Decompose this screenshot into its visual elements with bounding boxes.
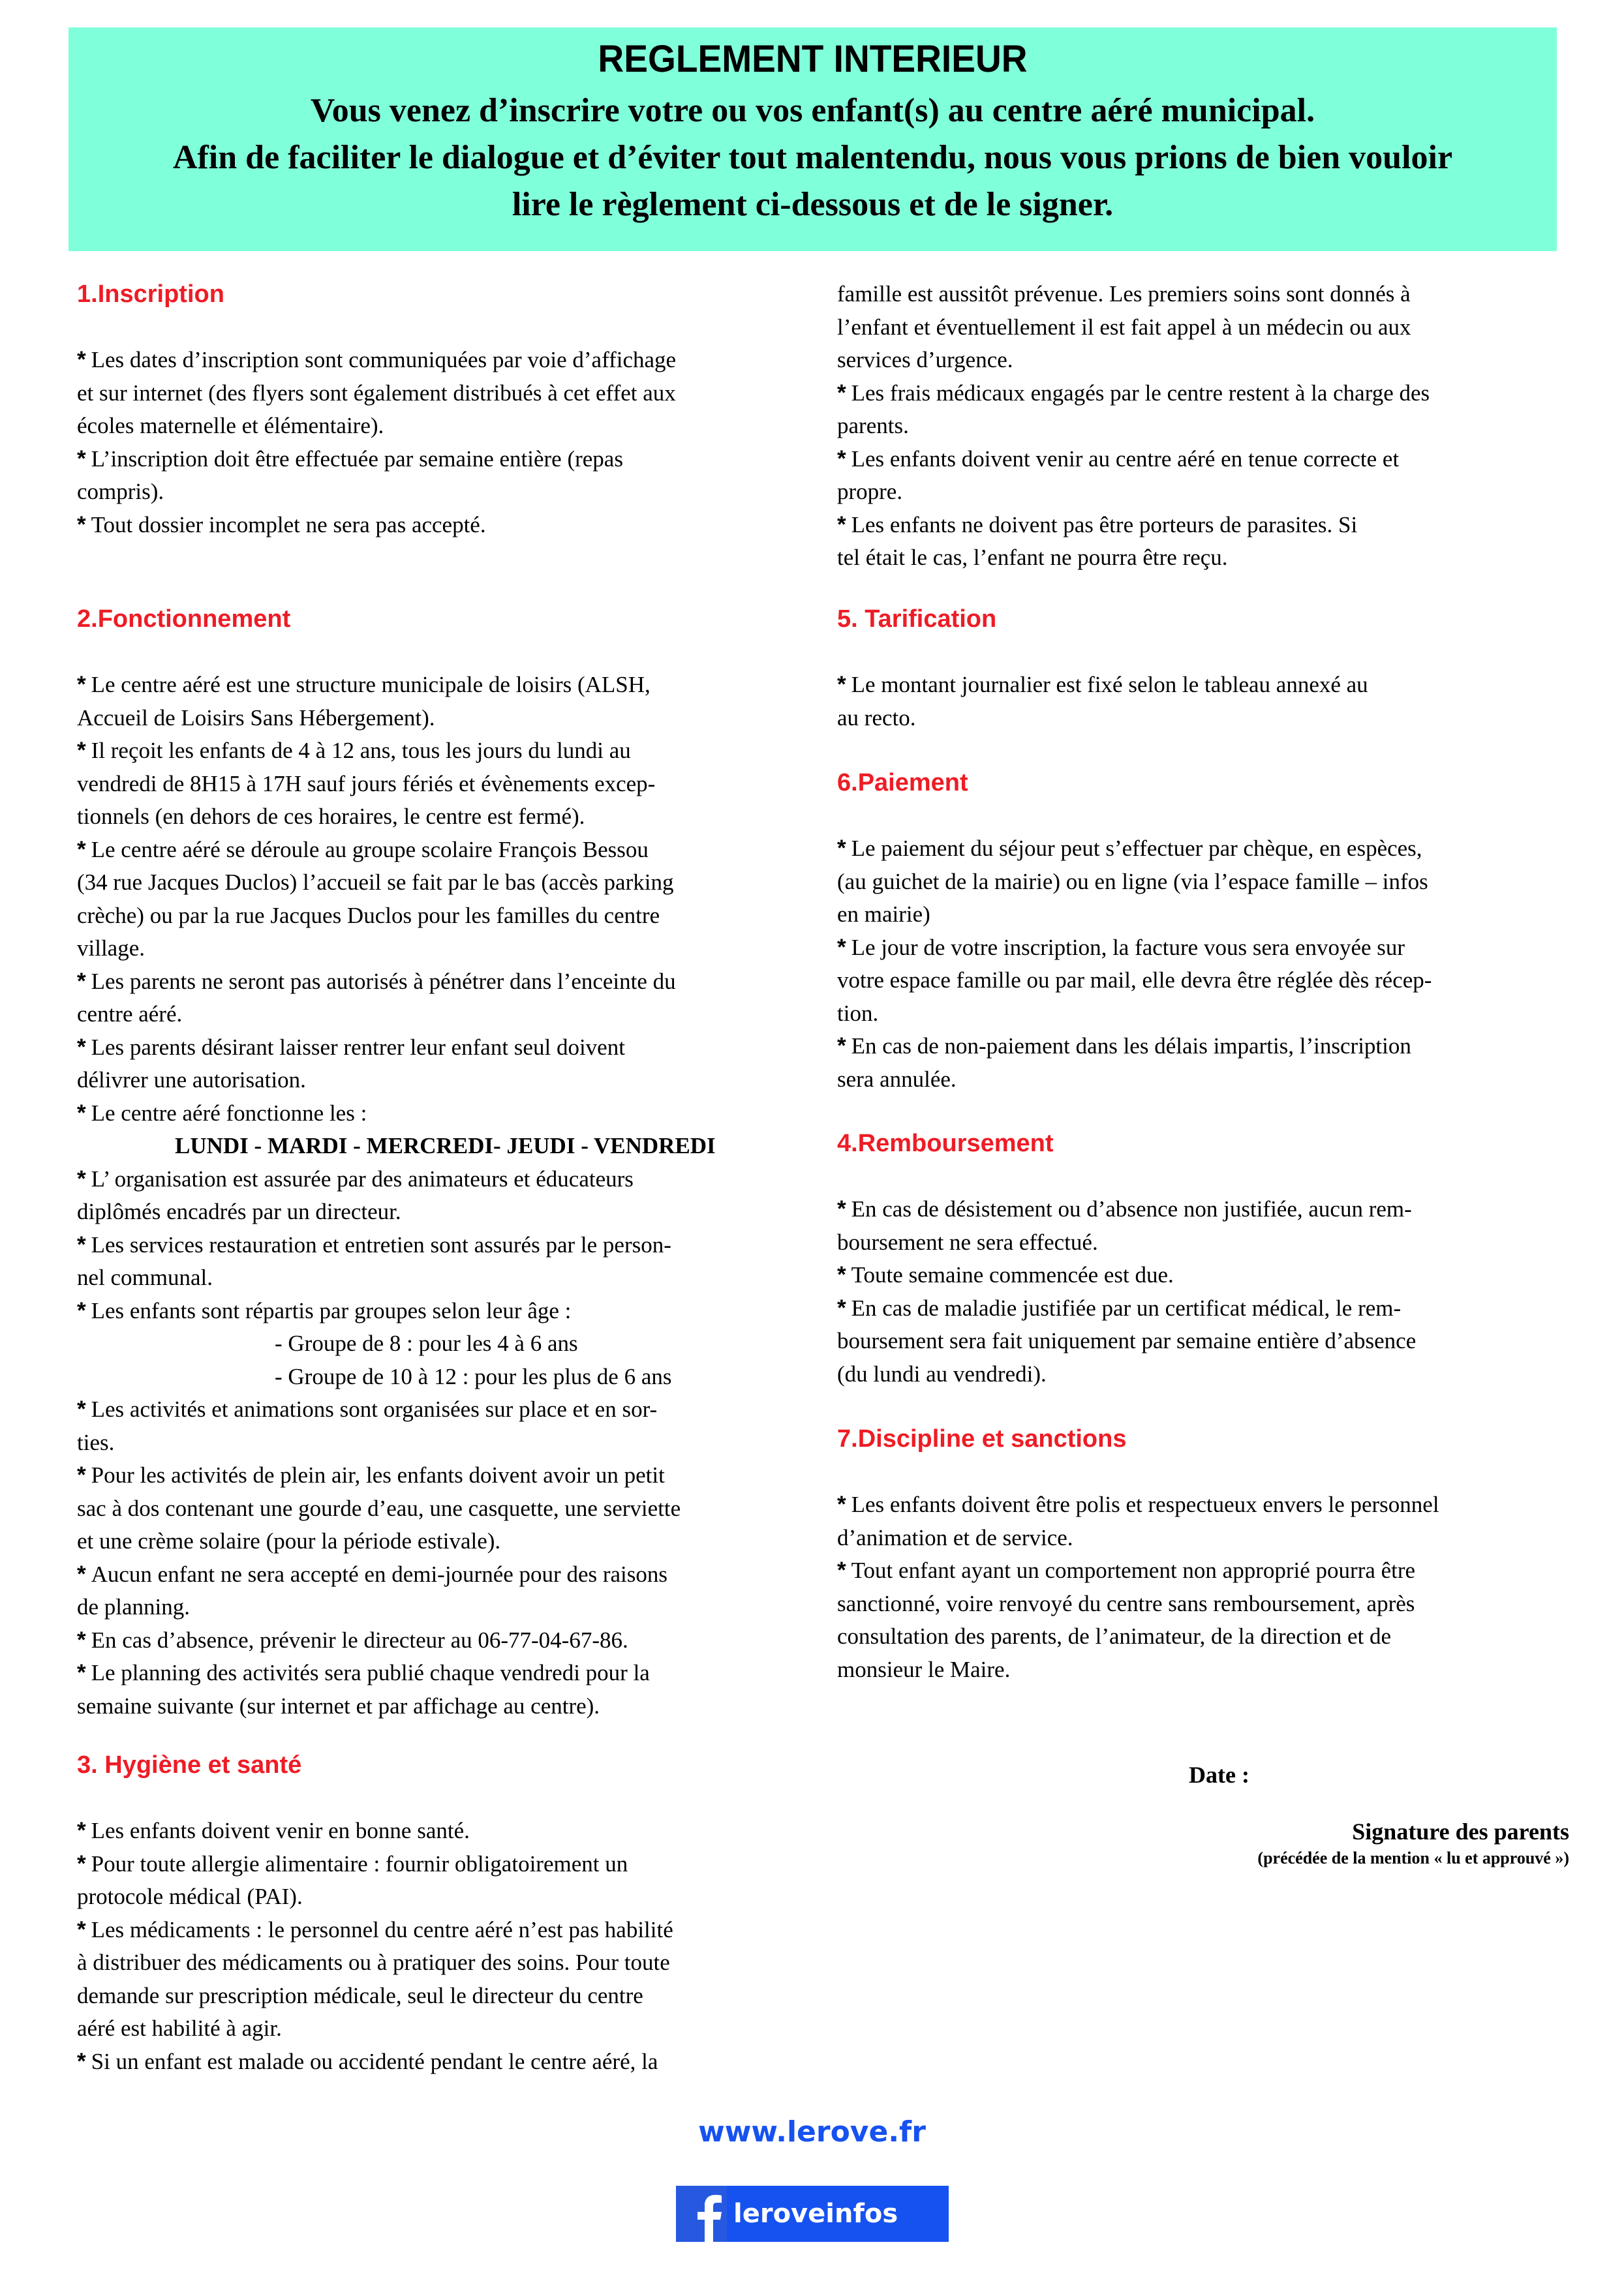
rule-item: [837, 1554, 1439, 1588]
rule-item-continuation: [837, 344, 1430, 377]
rule-text: Le jour de votre inscription, la facture vous sera envoyée sur: [851, 934, 1405, 960]
rule-text: parents.: [837, 413, 909, 438]
website-link[interactable]: www.lerove.fr: [698, 2115, 926, 2149]
bullet-asterisk: *: [77, 738, 86, 763]
bullet-asterisk: *: [837, 1558, 846, 1583]
rule-item-continuation: [837, 1358, 1416, 1391]
rule-text: tionnels (en dehors de ces horaires, le centre est fermé).: [77, 804, 585, 829]
bullet-asterisk: *: [837, 934, 846, 960]
bullet-asterisk: *: [837, 446, 846, 472]
opening-days: [77, 1130, 716, 1163]
rule-text: Les enfants doivent venir en bonne santé.: [91, 1818, 470, 1843]
rule-item-continuation: [77, 1196, 716, 1229]
rule-text: tion.: [837, 1000, 879, 1026]
rule-text: semaine suivante (sur internet et par affichage au centre).: [77, 1693, 600, 1719]
rule-text: Les frais médicaux engagés par le centre restent à la charge des: [851, 380, 1430, 406]
rule-text: Toute semaine commencée est due.: [851, 1262, 1174, 1288]
bullet-asterisk: *: [837, 1196, 846, 1222]
rule-item-continuation: [837, 1522, 1439, 1555]
rule-text: diplômés encadrés par un directeur.: [77, 1199, 401, 1224]
rule-text: En cas de maladie justifiée par un certificat médical, le rem-: [851, 1295, 1402, 1321]
rule-item: [837, 377, 1430, 410]
bullet-asterisk: *: [837, 1492, 846, 1517]
rule-text: en mairie): [837, 901, 930, 927]
rule-text: Les services restauration et entretien sont assurés par le person-: [91, 1231, 671, 1258]
header-intro-line: lire le règlement ci-dessous et de le signer.: [512, 186, 1114, 223]
rule-text: Le centre aéré fonctionne les :: [91, 1100, 367, 1126]
rule-text: délivrer une autorisation.: [77, 1067, 306, 1093]
rule-text: En cas d’absence, prévenir le directeur au 06-77-04-67-86.: [91, 1627, 628, 1653]
rule-item: [77, 669, 716, 702]
rule-item-continuation: [77, 1327, 716, 1361]
rule-text: village.: [77, 935, 145, 961]
rule-item: [77, 1815, 673, 1848]
facebook-icon: [676, 2186, 727, 2242]
bullet-asterisk: *: [77, 1627, 86, 1653]
rule-text: ties.: [77, 1429, 115, 1455]
rule-text: - Groupe de 8 : pour les 4 à 6 ans: [275, 1331, 578, 1356]
rule-item-continuation: [837, 702, 1368, 735]
section-heading-remboursement: 4.Remboursement: [837, 1130, 1054, 1157]
rule-item-continuation: [837, 1654, 1439, 1687]
rule-item-continuation: [837, 541, 1430, 575]
rule-text: l’enfant et éventuellement il est fait appel à un médecin ou aux: [837, 314, 1411, 340]
bullet-asterisk: *: [77, 511, 86, 537]
section-heading-inscription: 1.Inscription: [77, 280, 224, 308]
rule-item-continuation: [77, 410, 676, 443]
rule-item-continuation: [837, 476, 1430, 509]
rule-item: [837, 931, 1432, 965]
rule-text: Si un enfant est malade ou accidenté pendant le centre aéré, la: [91, 2048, 658, 2074]
signature-note: (précédée de la mention « lu et approuvé »): [1257, 1849, 1569, 1867]
rule-item-continuation: [77, 1980, 673, 2013]
rule-text: Les enfants doivent venir au centre aéré en tenue correcte et: [851, 446, 1400, 472]
bullet-asterisk: *: [77, 1100, 86, 1126]
rule-text: famille est aussitôt prévenue. Les premiers soins sont donnés à: [837, 281, 1411, 307]
bullet-asterisk: *: [837, 380, 846, 406]
rule-item: [837, 1193, 1416, 1226]
bullet-asterisk: *: [77, 1034, 86, 1060]
rule-text: au recto.: [837, 704, 916, 731]
rule-text: compris).: [77, 479, 164, 504]
rule-text: Accueil de Loisirs Sans Hébergement).: [77, 704, 435, 731]
rule-item: [77, 443, 676, 476]
rule-text: de planning.: [77, 1594, 191, 1620]
rule-item: [77, 734, 716, 768]
rule-item-continuation: [837, 1325, 1416, 1358]
rule-item-continuation: [837, 997, 1432, 1031]
rule-item-continuation: [77, 998, 716, 1031]
rule-item: [77, 2046, 673, 2079]
bullet-asterisk: *: [77, 446, 86, 472]
facebook-link[interactable]: [676, 2186, 949, 2242]
rule-item: [837, 509, 1430, 542]
bullet-asterisk: *: [837, 1033, 846, 1059]
section-body-fonctionnement: [77, 669, 716, 1723]
rule-text: boursement sera fait uniquement par semaine entière d’absence: [837, 1328, 1417, 1353]
rule-item: [837, 443, 1430, 476]
rule-text: Aucun enfant ne sera accepté en demi-journée pour des raisons: [91, 1561, 667, 1587]
rule-item-continuation: [77, 768, 716, 801]
rule-text: demande sur prescription médicale, seul le directeur du centre: [77, 1982, 643, 2008]
rule-text: propre.: [837, 479, 903, 504]
rule-item: [77, 1914, 673, 1947]
header-intro-line: Afin de faciliter le dialogue et d’éviter tout malentendu, nous vous prions de bien vouloir: [172, 139, 1453, 176]
bullet-asterisk: *: [837, 1262, 846, 1288]
rule-text: votre espace famille ou par mail, elle devra être réglée dès récep-: [837, 967, 1432, 993]
rule-text: Les enfants ne doivent pas être porteurs de parasites. Si: [851, 511, 1358, 537]
rule-text: Les parents désirant laisser rentrer leur enfant seul doivent: [91, 1034, 625, 1060]
rule-text: vendredi de 8H15 à 17H sauf jours fériés et évènements excep-: [77, 770, 656, 796]
bullet-asterisk: *: [837, 672, 846, 697]
rule-item: [77, 1229, 716, 1262]
rule-item: [77, 1163, 716, 1196]
rule-item-continuation: [77, 932, 716, 965]
rule-text: (au guichet de la mairie) ou en ligne (via l’espace famille – infos: [837, 868, 1428, 894]
rule-item-continuation: [77, 476, 676, 509]
rule-item-continuation: [77, 377, 676, 410]
bullet-asterisk: *: [77, 1462, 86, 1488]
bullet-asterisk: *: [77, 347, 86, 372]
section-body-hygiene: [77, 1815, 673, 2078]
rule-item: [77, 1393, 716, 1427]
rule-text: Il reçoit les enfants de 4 à 12 ans, tous les jours du lundi au: [91, 738, 631, 763]
rule-text: Le centre aéré est une structure municipale de loisirs (ALSH,: [91, 672, 651, 697]
section-body-hygiene-continued: [837, 278, 1430, 575]
rule-text: Les médicaments : le personnel du centre aéré n’est pas habilité: [91, 1916, 673, 1942]
rule-item-continuation: [77, 800, 716, 834]
rule-text: L’ organisation est assurée par des animateurs et éducateurs: [91, 1166, 634, 1192]
rule-item-continuation: [837, 1063, 1432, 1096]
rule-item-continuation: [837, 311, 1430, 344]
header-intro-line: Vous venez d’inscrire votre ou vos enfant(s) au centre aéré municipal.: [310, 92, 1315, 129]
section-heading-discipline: 7.Discipline et sanctions: [837, 1425, 1127, 1453]
rule-item: [837, 1030, 1432, 1063]
rule-item-continuation: [837, 1620, 1439, 1654]
bullet-asterisk: *: [77, 1916, 86, 1942]
rule-text: Tout enfant ayant un comportement non approprié pourra être: [851, 1558, 1416, 1583]
rule-item: [77, 509, 676, 542]
rule-text: Le centre aéré se déroule au groupe scolaire François Bessou: [91, 836, 649, 862]
rule-item: [77, 1097, 716, 1130]
rule-text: écoles maternelle et élémentaire).: [77, 413, 384, 438]
bullet-asterisk: *: [77, 1297, 86, 1323]
rule-item-continuation: [837, 964, 1432, 997]
rule-item-continuation: [837, 1588, 1439, 1621]
rule-text: monsieur le Maire.: [837, 1656, 1011, 1682]
rule-text: En cas de désistement ou d’absence non justifiée, aucun rem-: [851, 1196, 1412, 1222]
signature-title: Signature des parents: [1352, 1819, 1569, 1845]
rule-text: boursement ne sera effectué.: [837, 1229, 1098, 1255]
rule-text: centre aéré.: [77, 1001, 183, 1027]
rule-text: (du lundi au vendredi).: [837, 1361, 1047, 1387]
rule-text: L’inscription doit être effectuée par semaine entière (repas: [91, 446, 623, 472]
rule-item: [77, 1624, 716, 1657]
rule-item: [77, 1848, 673, 1881]
rule-text: Le paiement du séjour peut s’effectuer par chèque, en espèces,: [851, 836, 1422, 861]
rule-text: à distribuer des médicaments ou à pratiquer des soins. Pour toute: [77, 1950, 670, 1975]
bullet-asterisk: *: [837, 1295, 846, 1321]
rule-item-continuation: [77, 866, 716, 899]
rule-item-continuation: [77, 2012, 673, 2046]
facebook-handle: leroveinfos: [733, 2199, 898, 2229]
rule-text: aéré est habilité à agir.: [77, 2016, 282, 2041]
rule-text: Tout dossier incomplet ne sera pas accepté.: [91, 511, 486, 537]
rule-item-continuation: [77, 1427, 716, 1460]
rule-item: [837, 1259, 1416, 1292]
bullet-asterisk: *: [77, 836, 86, 862]
rule-text: et sur internet (des flyers sont également distribués à cet effet aux: [77, 380, 676, 406]
bullet-asterisk: *: [77, 1850, 86, 1877]
rule-item-continuation: [837, 866, 1432, 899]
section-body-remboursement: [837, 1193, 1416, 1391]
rule-item-continuation: [837, 410, 1430, 443]
rule-item-continuation: [77, 1064, 716, 1097]
rule-item: [837, 1488, 1439, 1522]
rule-text: Les parents ne seront pas autorisés à pénétrer dans l’enceinte du: [91, 968, 676, 994]
rule-text: d’animation et de service.: [837, 1524, 1073, 1550]
rule-text: Les enfants doivent être polis et respectueux envers le personnel: [851, 1492, 1439, 1517]
rule-text: - Groupe de 10 à 12 : pour les plus de 6 ans: [275, 1363, 672, 1389]
rule-item-continuation: [77, 1261, 716, 1295]
bullet-asterisk: *: [837, 836, 846, 861]
rule-item-continuation: [77, 899, 716, 933]
rule-text: tel était le cas, l’enfant ne pourra être reçu.: [837, 545, 1228, 570]
bullet-asterisk: *: [77, 2048, 86, 2074]
rule-item: [77, 1558, 716, 1592]
header-banner: [69, 27, 1557, 251]
bullet-asterisk: *: [77, 1561, 86, 1587]
bullet-asterisk: *: [77, 672, 86, 697]
rule-item: [77, 1031, 716, 1065]
bullet-asterisk: *: [77, 1818, 86, 1843]
bullet-asterisk: *: [77, 1660, 86, 1685]
rule-text: Les dates d’inscription sont communiquées par voie d’affichage: [91, 347, 677, 372]
rule-text: En cas de non-paiement dans les délais impartis, l’inscription: [851, 1033, 1411, 1059]
rule-text: Les enfants sont répartis par groupes selon leur âge :: [91, 1297, 572, 1323]
rule-text: crèche) ou par la rue Jacques Duclos pour les familles du centre: [77, 902, 660, 928]
rule-item: [837, 832, 1432, 866]
section-heading-paiement: 6.Paiement: [837, 769, 968, 796]
section-body-tarification: [837, 669, 1368, 734]
rule-item-continuation: [77, 1690, 716, 1723]
rule-item-continuation: [77, 1591, 716, 1624]
bullet-asterisk: *: [77, 1166, 86, 1192]
rule-text: consultation des parents, de l’animateur, de la direction et de: [837, 1624, 1391, 1649]
rule-text: Pour toute allergie alimentaire : fournir obligatoirement un: [91, 1850, 628, 1877]
rule-text: et une crème solaire (pour la période estivale).: [77, 1528, 501, 1554]
rule-text: nel communal.: [77, 1265, 213, 1290]
rule-item-continuation: [77, 1525, 716, 1558]
rule-item: [837, 1292, 1416, 1325]
rule-item-continuation: [77, 1492, 716, 1526]
section-heading-tarification: 5. Tarification: [837, 605, 997, 633]
section-body-inscription: [77, 344, 676, 541]
rule-item: [77, 1657, 716, 1690]
rule-item-continuation: [77, 702, 716, 735]
rule-item-continuation: [837, 1226, 1416, 1260]
rule-item-continuation: [77, 1361, 716, 1394]
rule-item: [77, 965, 716, 999]
document-title: REGLEMENT INTERIEUR: [598, 38, 1028, 80]
rule-text: sera annulée.: [837, 1066, 957, 1092]
rule-text: Les activités et animations sont organisées sur place et en sor-: [91, 1397, 658, 1422]
section-heading-hygiene: 3. Hygiène et santé: [77, 1751, 302, 1779]
signature-block: [1257, 1817, 1569, 1870]
section-body-discipline: [837, 1488, 1439, 1686]
rule-item: [77, 1459, 716, 1492]
rule-text: (34 rue Jacques Duclos) l’accueil se fait par le bas (accès parking: [77, 869, 674, 895]
rule-item: [77, 1295, 716, 1328]
rule-item: [837, 669, 1368, 702]
rule-item: [77, 344, 676, 377]
rule-text: services d’urgence.: [837, 347, 1013, 372]
bullet-asterisk: *: [77, 968, 86, 994]
rule-item-continuation: [837, 898, 1432, 931]
bullet-asterisk: *: [837, 511, 846, 537]
rule-text: sanctionné, voire renvoyé du centre sans remboursement, après: [837, 1590, 1415, 1616]
bullet-asterisk: *: [77, 1231, 86, 1258]
rule-text: protocole médical (PAI).: [77, 1884, 303, 1909]
header-intro: [69, 87, 1557, 228]
rule-item: [77, 834, 716, 867]
rule-text: LUNDI - MARDI - MERCREDI- JEUDI - VENDREDI: [175, 1133, 716, 1158]
date-label: Date :: [1189, 1762, 1249, 1788]
rule-text: sac à dos contenant une gourde d’eau, une casquette, une serviette: [77, 1495, 681, 1521]
rule-item-continuation: [77, 1946, 673, 1980]
rule-text: Pour les activités de plein air, les enfants doivent avoir un petit: [91, 1462, 665, 1488]
rule-text: Le montant journalier est fixé selon le tableau annexé au: [851, 672, 1368, 697]
rule-text: Le planning des activités sera publié chaque vendredi pour la: [91, 1660, 650, 1685]
rule-item-continuation: [837, 278, 1430, 311]
section-heading-fonctionnement: 2.Fonctionnement: [77, 605, 291, 633]
bullet-asterisk: *: [77, 1397, 86, 1422]
section-body-paiement: [837, 832, 1432, 1096]
rule-item-continuation: [77, 1881, 673, 1914]
